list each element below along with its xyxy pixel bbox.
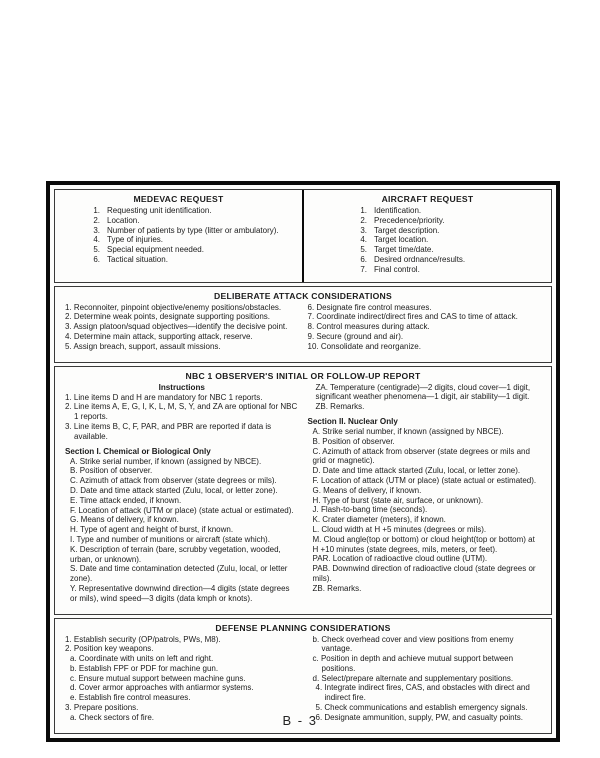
- item-number: 3.: [93, 225, 100, 235]
- list-item: [87, 245, 296, 255]
- list-item: [87, 255, 296, 265]
- list-item: K. Description of terrain (bare, scrubby vegetation, wooded, urban, or unknown).: [70, 544, 281, 564]
- item-text: Identification.: [374, 206, 422, 215]
- list-item: Y. Representative downwind direction—4 digits (state degrees or mils), wind speed—3 digits (data kmph or knots).: [70, 583, 290, 603]
- nbc-right-column: [308, 383, 542, 604]
- list-item: J. Flash-to-bang time (seconds).: [312, 505, 428, 515]
- item-number: 4.: [93, 235, 100, 245]
- item-text: Requesting unit identification.: [107, 206, 212, 215]
- list-item: K. Crater diameter (meters), if known.: [312, 515, 446, 525]
- list-item: [354, 226, 545, 236]
- item-text: Special equipment needed.: [107, 245, 204, 255]
- item-text: Target description.: [374, 225, 440, 235]
- list-item: [354, 216, 545, 226]
- list-item: F. Location of attack (UTM or place) (state actual or estimated).: [312, 475, 537, 485]
- list-item: C. Azimuth of attack from observer (state degrees or mils and grid or magnetic).: [312, 446, 530, 466]
- list-item: 1. Line items D and H are mandatory for NBC 1 reports.: [65, 392, 263, 402]
- list-item: A. Strike serial number, if known (assigned by NBCE).: [312, 426, 504, 436]
- item-text: Target location.: [374, 235, 429, 245]
- item-number: 5.: [360, 245, 367, 255]
- list-item: 5. Assign breach, support, assault missions.: [65, 341, 221, 351]
- list-item: ZA. Temperature (centigrade)—2 digits, cloud cover—1 digit, significant weather phenomena—1 digit, air stability—1 digit.: [315, 382, 531, 402]
- item-number: 5.: [93, 245, 100, 255]
- list-item: [354, 255, 545, 265]
- list-item: 2. Line items A, E, G, I, K, L, M, S, Y, and ZA are optional for NBC 1 reports.: [65, 402, 298, 422]
- list-item: [354, 206, 545, 216]
- item-text: Desired ordnance/results.: [374, 254, 466, 264]
- list-item: d. Select/prepare alternate and supplementary positions.: [312, 673, 514, 683]
- item-text: Final control.: [374, 264, 420, 274]
- aircraft-list: [310, 206, 545, 275]
- item-number: 3.: [360, 225, 367, 235]
- item-text: Location.: [107, 215, 140, 225]
- section-deliberate-attack: [54, 286, 552, 363]
- item-number: 4.: [360, 235, 367, 245]
- list-item: [87, 206, 296, 216]
- list-item: B. Position of observer.: [70, 466, 153, 476]
- list-item: B. Position of observer.: [312, 436, 395, 446]
- item-number: 6.: [360, 254, 367, 264]
- list-item: 3. Prepare positions.: [65, 703, 139, 713]
- list-item: [354, 235, 545, 245]
- list-item: 9. Secure (ground and air).: [307, 331, 404, 341]
- list-item: 1. Reconnoiter, pinpoint objective/enemy positions/obstacles.: [65, 302, 282, 312]
- nbc-title: NBC 1 OBSERVER'S INITIAL OR FOLLOW-UP REPORT: [185, 370, 421, 381]
- list-item: S. Date and time contamination detected (Zulu, local, or letter zone).: [70, 564, 288, 584]
- list-item: 10. Consolidate and reorganize.: [307, 341, 421, 351]
- list-item: d. Cover armor approaches with antiarmor systems.: [70, 683, 254, 693]
- reference-card-table: [46, 181, 560, 742]
- defense-left-column: [65, 635, 299, 723]
- list-item: b. Check overhead cover and view positions from enemy vantage.: [312, 634, 514, 654]
- nbc-section1-heading: Section I. Chemical or Biological Only: [65, 446, 211, 456]
- medevac-list: [61, 206, 296, 265]
- aircraft-title: AIRCRAFT REQUEST: [381, 194, 474, 204]
- list-item: E. Time attack ended, if known.: [70, 495, 182, 505]
- list-item: 2. Determine weak points, designate supporting positions.: [65, 312, 271, 322]
- medevac-title: MEDEVAC REQUEST: [133, 194, 224, 204]
- item-text: Tactical situation.: [107, 254, 168, 264]
- list-item: 7. Coordinate indirect/direct fires and CAS to time of attack.: [307, 312, 518, 322]
- list-item: H. Type of burst (state air, surface, or unknown).: [312, 495, 484, 505]
- list-item: 1. Establish security (OP/patrols, PWs, M8).: [65, 634, 221, 644]
- page-number: B - 3: [282, 713, 318, 728]
- list-item: C. Azimuth of attack from observer (state degrees or mils).: [70, 476, 277, 486]
- list-item: PAB. Downwind direction of radioactive cloud (state degrees or mils).: [312, 564, 536, 583]
- item-text: Target time/date.: [374, 245, 434, 255]
- nbc-section2-heading: Section II. Nuclear Only: [307, 416, 398, 426]
- list-item: c. Position in depth and achieve mutual support between positions.: [312, 654, 514, 673]
- list-item: a. Coordinate with units on left and right.: [70, 654, 214, 664]
- request-row: [54, 189, 552, 283]
- section-nbc-report: [54, 366, 552, 615]
- defense-right-column: [308, 635, 542, 723]
- item-text: Type of injuries.: [107, 235, 164, 245]
- list-item: ZB. Remarks.: [312, 583, 362, 593]
- list-item: G. Means of delivery, if known.: [70, 515, 179, 525]
- list-item: 6. Designate fire control measures.: [307, 302, 432, 312]
- nbc-left-column: [65, 383, 299, 604]
- list-item: [354, 245, 545, 255]
- item-number: 1.: [360, 206, 367, 215]
- defense-title: DEFENSE PLANNING CONSIDERATIONS: [215, 622, 391, 633]
- deliberate-title: DELIBERATE ATTACK CONSIDERATIONS: [214, 290, 392, 301]
- nbc-instructions-heading: Instructions: [158, 382, 205, 392]
- list-item: PAR. Location of radioactive cloud outline (UTM).: [312, 554, 488, 564]
- list-item: D. Date and time attack started (Zulu, local, or letter zone).: [312, 466, 521, 476]
- list-item: 8. Control measures during attack.: [307, 322, 430, 332]
- list-item: 3. Line items B, C, F, PAR, and PBR are reported if data is available.: [65, 421, 272, 441]
- list-item: M. Cloud angle(top or bottom) or cloud height(top or bottom) at H +10 minutes (state degrees, mils, meters, or feet).: [312, 534, 535, 554]
- list-item: [87, 216, 296, 226]
- list-item: 4. Determine main attack, supporting attack, reserve.: [65, 331, 253, 341]
- list-item: 6. Designate ammunition, supply, PW, and casualty points.: [315, 712, 524, 722]
- section-aircraft-request: [304, 190, 551, 282]
- list-item: 5. Check communications and establish emergency signals.: [315, 703, 528, 713]
- list-item: 2. Position key weapons.: [65, 644, 154, 654]
- list-item: H. Type of agent and height of burst, if known.: [70, 525, 234, 535]
- item-text: Precedence/priority.: [374, 215, 445, 225]
- list-item: c. Ensure mutual support between machine guns.: [70, 673, 246, 683]
- list-item: 4. Integrate indirect fires, CAS, and obstacles with direct and indirect fire.: [315, 683, 530, 703]
- item-number: 2.: [360, 215, 367, 225]
- list-item: I. Type and number of munitions or aircraft (state which).: [70, 534, 270, 544]
- list-item: ZB. Remarks.: [315, 402, 365, 412]
- list-item: [87, 235, 296, 245]
- list-item: D. Date and time attack started (Zulu, local, or letter zone).: [70, 485, 278, 495]
- item-number: 6.: [93, 254, 100, 264]
- item-number: 1.: [93, 206, 100, 215]
- deliberate-columns: [60, 303, 546, 357]
- list-item: L. Cloud width at H +5 minutes (degrees or mils).: [312, 524, 487, 534]
- list-item: a. Check sectors of fire.: [70, 712, 155, 722]
- item-number: 2.: [93, 215, 100, 225]
- list-item: [87, 226, 296, 236]
- deliberate-right-column: [308, 303, 542, 352]
- item-text: Number of patients by type (litter or ambulatory).: [107, 225, 279, 235]
- nbc-columns: [60, 383, 546, 609]
- list-item: G. Means of delivery, if known.: [312, 485, 422, 495]
- list-item: A. Strike serial number, if known (assigned by NBCE).: [70, 456, 262, 466]
- list-item: F. Location of attack (UTM or place) (state actual or estimated).: [70, 505, 294, 515]
- section-medevac-request: [55, 190, 304, 282]
- list-item: b. Establish FPF or PDF for machine gun.: [70, 663, 219, 673]
- list-item: [354, 265, 545, 275]
- list-item: 3. Assign platoon/squad objectives—identify the decisive point.: [65, 322, 288, 332]
- list-item: e. Establish fire control measures.: [70, 693, 191, 703]
- item-number: 7.: [360, 264, 367, 274]
- deliberate-left-column: [65, 303, 299, 352]
